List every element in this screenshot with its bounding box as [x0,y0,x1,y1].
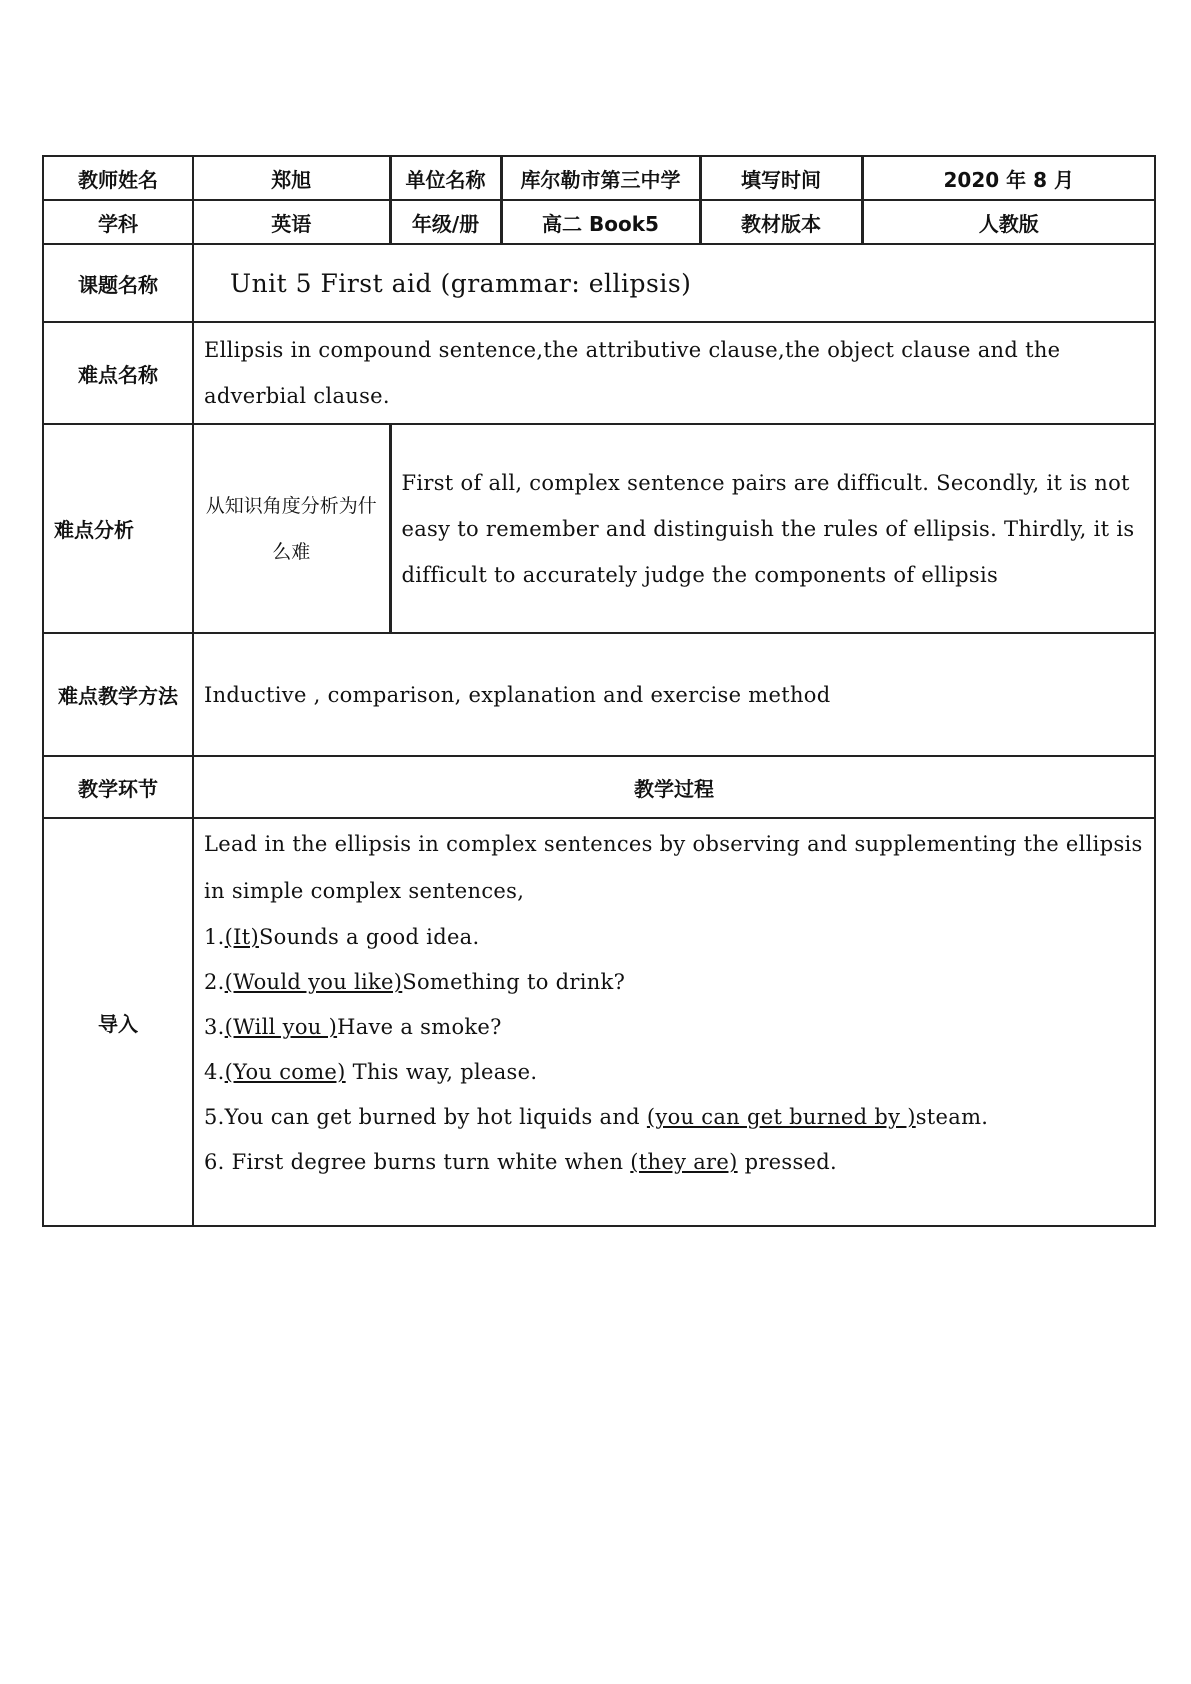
difficulty-row [43,322,1155,424]
intro-item: 3.(Will you )Have a smoke? [204,1015,502,1039]
process-header-value: 教学过程 [193,756,1155,818]
intro-label: 导入 [43,818,193,1226]
intro-item: 5.You can get burned by hot liquids and (you can get burned by )steam. [204,1105,989,1129]
difficulty-value: Ellipsis in compound sentence,the attributive clause,the object clause and the adverbial clause. [193,322,1155,424]
intro-lead: Lead in the ellipsis in complex sentences by observing and supplementing the ellipsis in simple complex sentences, [204,832,1143,903]
intro-item: 4.(You come) This way, please. [204,1060,538,1084]
grade-value: 高二 Book5 [501,200,700,244]
intro-item: 2.(Would you like)Something to drink? [204,970,626,994]
header-row-1 [43,156,1155,200]
topic-value: Unit 5 First aid (grammar: ellipsis) [193,244,1155,322]
process-header-label: 教学环节 [43,756,193,818]
subject-value: 英语 [193,200,390,244]
method-row [43,633,1155,756]
intro-row [43,818,1155,1226]
intro-content [193,818,1155,1226]
teacher-label: 教师姓名 [43,156,193,200]
method-label: 难点教学方法 [43,633,193,756]
unit-label: 单位名称 [390,156,501,200]
analysis-row [43,424,1155,633]
grade-label: 年级/册 [390,200,501,244]
subject-label: 学科 [43,200,193,244]
method-value: Inductive , comparison, explanation and exercise method [193,633,1155,756]
lesson-plan-sheet [42,155,1154,1227]
analysis-value: First of all, complex sentence pairs are difficult. Secondly, it is not easy to remember and distinguish the rules of ellipsis. Thirdly, it is difficult to accurately judge the components of ellipsis [390,424,1155,633]
intro-item: 1.(It)Sounds a good idea. [204,925,480,949]
difficulty-label: 难点名称 [43,322,193,424]
topic-row [43,244,1155,322]
date-value: 2020 年 8 月 [862,156,1155,200]
textbook-value: 人教版 [862,200,1155,244]
textbook-label: 教材版本 [700,200,862,244]
header-row-2 [43,200,1155,244]
topic-label: 课题名称 [43,244,193,322]
process-header-row [43,756,1155,818]
intro-item: 6. First degree burns turn white when (they are) pressed. [204,1150,837,1174]
teacher-name: 郑旭 [193,156,390,200]
lesson-plan-table [42,155,1156,1227]
unit-name: 库尔勒市第三中学 [501,156,700,200]
date-label: 填写时间 [700,156,862,200]
analysis-label: 难点分析 [43,424,193,633]
intro-items [204,915,1144,1185]
analysis-sub-label: 从知识角度分析为什么难 [193,424,390,633]
